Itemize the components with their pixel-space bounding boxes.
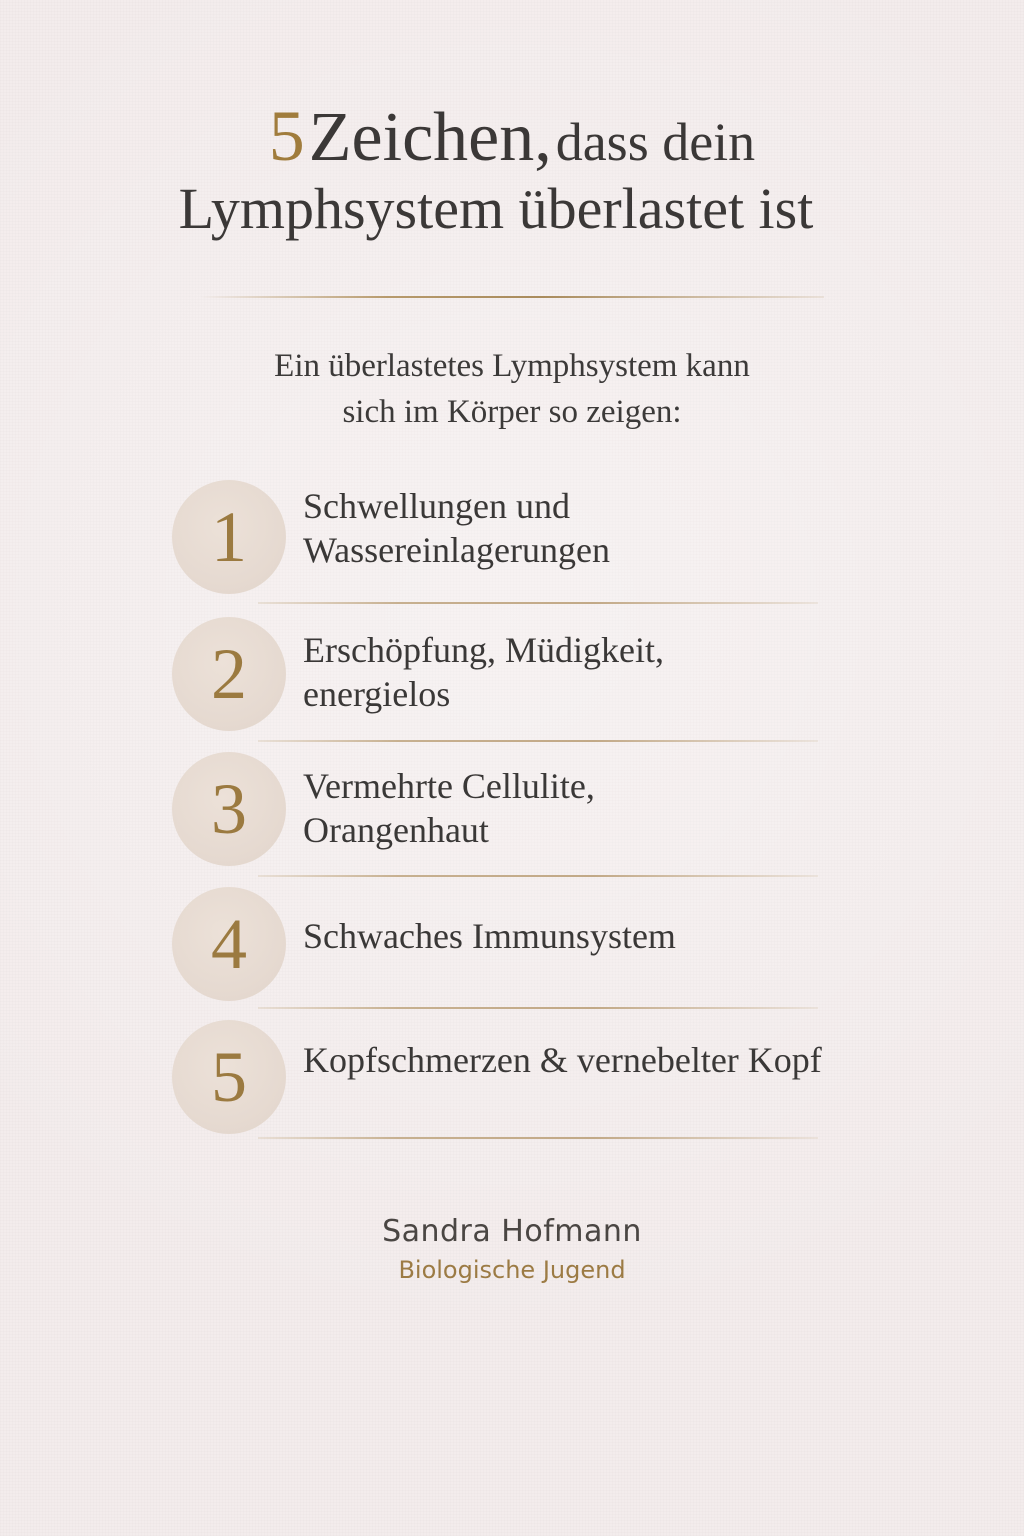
item-1-line-1: Schwellungen und xyxy=(303,486,570,526)
intro-line-1: Ein überlastetes Lymphsystem kann xyxy=(274,348,750,384)
item-5-line-1: Kopfschmerzen & vernebelter Kopf xyxy=(303,1040,822,1080)
page-title xyxy=(0,96,1024,241)
item-3-line-2: Orangenhaut xyxy=(303,810,489,850)
item-3-line-1: Vermehrte Cellulite, xyxy=(303,766,595,806)
number-badge-4: 4 xyxy=(172,887,286,1001)
item-text-4 xyxy=(303,914,676,958)
title-rest: dass dein xyxy=(555,112,756,172)
item-2-line-1: Erschöpfung, Müdigkeit, xyxy=(303,630,664,670)
item-2-line-2: energielos xyxy=(303,674,451,714)
item-divider-2 xyxy=(258,740,818,742)
item-divider-1 xyxy=(258,602,818,604)
item-divider-4 xyxy=(258,1007,818,1009)
number-badge-3: 3 xyxy=(172,752,286,866)
title-word: Zeichen, xyxy=(308,99,552,176)
number-badge-5: 5 xyxy=(172,1020,286,1134)
item-text-3 xyxy=(303,764,595,852)
author-name: Sandra Hofmann xyxy=(382,1214,642,1249)
item-divider-5 xyxy=(258,1137,818,1139)
title-line-1 xyxy=(0,96,1024,182)
item-text-5 xyxy=(303,1038,822,1082)
intro-line-2: sich im Körper so zeigen: xyxy=(342,394,682,430)
title-line-2: Lymphsystem überlastet ist xyxy=(178,176,814,241)
item-divider-3 xyxy=(258,875,818,877)
item-text-1 xyxy=(303,484,610,572)
title-number: 5 xyxy=(268,96,305,176)
brand-name: Biologische Jugend xyxy=(398,1256,626,1284)
title-divider xyxy=(200,296,824,298)
item-text-2 xyxy=(303,628,664,716)
intro-text xyxy=(0,343,1024,435)
number-badge-1: 1 xyxy=(172,480,286,594)
item-1-line-2: Wassereinlagerungen xyxy=(303,530,610,570)
number-badge-2: 2 xyxy=(172,617,286,731)
item-4-line-1: Schwaches Immunsystem xyxy=(303,916,676,956)
